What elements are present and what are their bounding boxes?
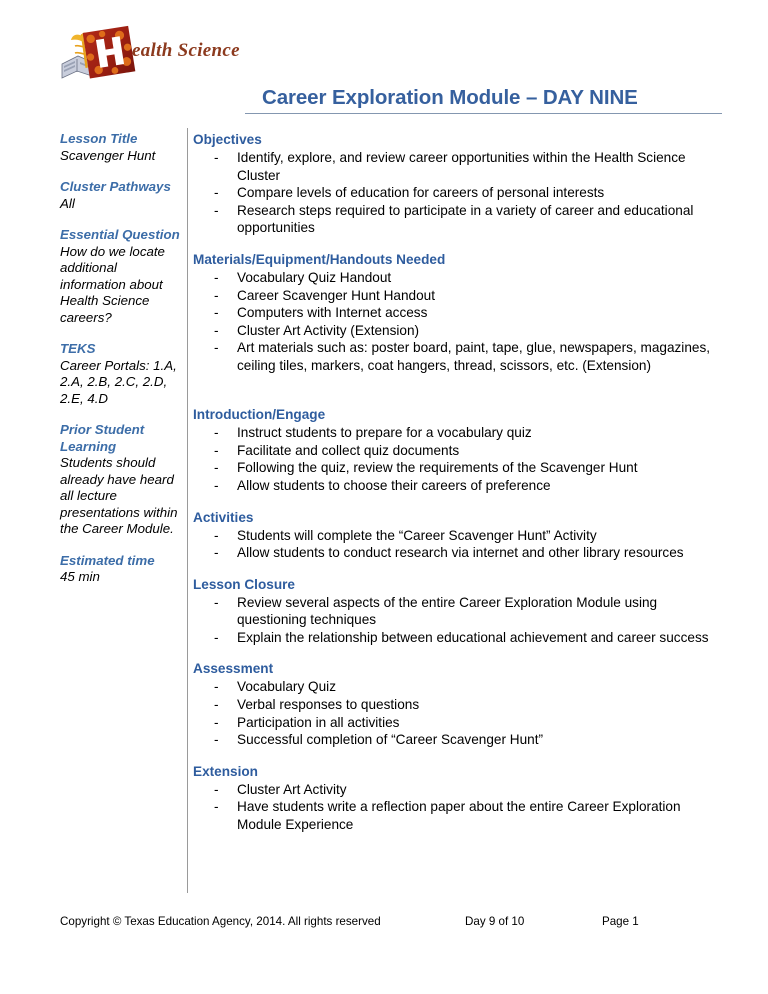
bullet-item — [193, 477, 719, 495]
section-heading: Introduction/Engage — [193, 407, 326, 423]
bullet-text: Allow students to conduct research via internet and other library resources — [237, 545, 684, 561]
section-bullet-list — [193, 149, 719, 237]
lesson-metadata-column — [60, 131, 180, 601]
section-heading: Extension — [193, 763, 258, 779]
metadata-group — [60, 341, 180, 407]
bullet-marker: - — [214, 781, 219, 797]
section-bullet-list — [193, 594, 719, 647]
bullet-item — [193, 527, 719, 545]
bullet-marker: - — [214, 305, 219, 321]
bullet-text: Verbal responses to questions — [237, 697, 420, 713]
content-section — [193, 406, 719, 494]
page-title: Career Exploration Module – DAY NINE — [262, 86, 638, 109]
metadata-group — [60, 227, 180, 326]
bullet-marker: - — [214, 629, 219, 645]
logo-block — [60, 24, 310, 84]
bullet-text: Participation in all activities — [237, 714, 400, 730]
bullet-text: Computers with Internet access — [237, 305, 428, 321]
bullet-item — [193, 696, 719, 714]
bullet-marker: - — [214, 679, 219, 695]
bullet-item — [193, 459, 719, 477]
content-section — [193, 131, 719, 237]
bullet-marker: - — [214, 322, 219, 338]
metadata-heading: Lesson Title — [60, 131, 138, 146]
bullet-text: Students will complete the “Career Scavenger Hunt” Activity — [237, 527, 597, 543]
bullet-text: Compare levels of education for careers of personal interests — [237, 185, 605, 201]
bullet-marker: - — [214, 287, 219, 303]
section-bullet-list — [193, 527, 719, 562]
content-section — [193, 509, 719, 562]
title-underline-rule — [245, 113, 722, 114]
bullet-item — [193, 184, 719, 202]
bullet-item — [193, 339, 719, 392]
bullet-marker: - — [214, 425, 219, 441]
metadata-heading: Estimated time — [60, 552, 155, 568]
bullet-item — [193, 304, 719, 322]
footer-copyright: Copyright © Texas Education Agency, 2014. All rights reserved — [60, 915, 381, 928]
bullet-text: Research steps required to participate in a variety of career and educational opportunities — [237, 202, 694, 236]
section-bullet-list — [193, 424, 719, 494]
bullet-marker: - — [214, 202, 219, 218]
content-section — [193, 660, 719, 748]
section-bullet-list — [193, 678, 719, 748]
section-bullet-list — [193, 781, 719, 851]
lesson-content-column — [193, 131, 719, 865]
metadata-value: All — [60, 195, 75, 211]
bullet-marker: - — [214, 185, 219, 201]
bullet-text: Cluster Art Activity (Extension) — [237, 322, 420, 338]
section-heading: Objectives — [193, 132, 262, 147]
bullet-text: Allow students to choose their careers of preference — [237, 477, 551, 493]
bullet-item — [193, 442, 719, 460]
section-heading: Materials/Equipment/Handouts Needed — [193, 251, 446, 267]
metadata-group — [60, 179, 180, 212]
page-footer — [60, 915, 720, 931]
content-section — [193, 576, 719, 647]
column-divider — [187, 128, 188, 893]
bullet-item — [193, 731, 719, 749]
bullet-marker: - — [214, 269, 219, 285]
bullet-item — [193, 714, 719, 732]
logo-wordmark: ealth Science — [132, 40, 240, 61]
metadata-value: Career Portals: 1.A, 2.A, 2.B, 2.C, 2.D, 2.E, 4.D — [60, 357, 177, 406]
bullet-item — [193, 798, 719, 851]
bullet-text: Have students write a reflection paper about the entire Career Exploration Module Experience — [237, 799, 681, 833]
bullet-marker: - — [214, 697, 219, 713]
bullet-item — [193, 629, 719, 647]
section-heading: Activities — [193, 509, 254, 525]
bullet-marker: - — [214, 732, 219, 748]
bullet-marker: - — [214, 340, 219, 356]
metadata-heading: TEKS — [60, 341, 96, 356]
bullet-marker: - — [214, 594, 219, 610]
footer-day-indicator: Day 9 of 10 — [465, 915, 525, 928]
bullet-item — [193, 424, 719, 442]
bullet-item — [193, 781, 719, 799]
bullet-item — [193, 544, 719, 562]
metadata-group — [60, 553, 180, 586]
bullet-text: Cluster Art Activity — [237, 781, 347, 797]
bullet-marker: - — [214, 799, 219, 815]
bullet-marker: - — [214, 527, 219, 543]
bullet-text: Vocabulary Quiz — [237, 679, 336, 695]
content-section — [193, 763, 719, 851]
content-section — [193, 251, 719, 392]
bullet-marker: - — [214, 150, 219, 165]
metadata-value: 45 min — [60, 569, 100, 584]
metadata-value: Students should already have heard all lecture presentations within the Career Module. — [60, 455, 178, 536]
metadata-heading: Cluster Pathways — [60, 179, 171, 194]
metadata-heading: Essential Question — [60, 227, 180, 242]
bullet-text: Identify, explore, and review career opportunities within the Health Science Cluster — [237, 150, 686, 183]
bullet-marker: - — [214, 545, 219, 561]
section-heading: Assessment — [193, 661, 274, 677]
bullet-text: Review several aspects of the entire Career Exploration Module using questioning techniques — [237, 594, 658, 628]
metadata-value: Scavenger Hunt — [60, 147, 156, 163]
bullet-marker: - — [214, 442, 219, 458]
bullet-text: Facilitate and collect quiz documents — [237, 442, 460, 458]
bullet-item — [193, 287, 719, 305]
bullet-text: Instruct students to prepare for a vocabulary quiz — [237, 425, 532, 441]
bullet-text: Career Scavenger Hunt Handout — [237, 287, 435, 303]
metadata-value: How do we locate additional information about Health Science careers? — [60, 243, 165, 325]
bullet-item — [193, 678, 719, 696]
bullet-text: Successful completion of “Career Scavenger Hunt” — [237, 732, 543, 748]
metadata-group — [60, 131, 180, 164]
bullet-text: Explain the relationship between educational achievement and career success — [237, 629, 709, 645]
metadata-heading: Prior Student Learning — [60, 422, 145, 454]
footer-page-number: Page 1 — [602, 915, 639, 928]
section-heading: Lesson Closure — [193, 576, 295, 592]
metadata-group — [60, 422, 180, 538]
bullet-marker: - — [214, 460, 219, 476]
bullet-marker: - — [214, 714, 219, 730]
bullet-text: Following the quiz, review the requirements of the Scavenger Hunt — [237, 460, 638, 476]
bullet-item — [193, 594, 719, 629]
section-bullet-list — [193, 269, 719, 392]
bullet-item — [193, 269, 719, 287]
bullet-item — [193, 322, 719, 340]
bullet-item — [193, 149, 719, 184]
bullet-text: Art materials such as: poster board, paint, tape, glue, newspapers, magazines, ceiling tiles, markers, coat hangers, thread, scissors, etc. (Extension) — [237, 340, 711, 373]
bullet-marker: - — [214, 477, 219, 493]
bullet-item — [193, 202, 719, 237]
bullet-text: Vocabulary Quiz Handout — [237, 269, 392, 285]
